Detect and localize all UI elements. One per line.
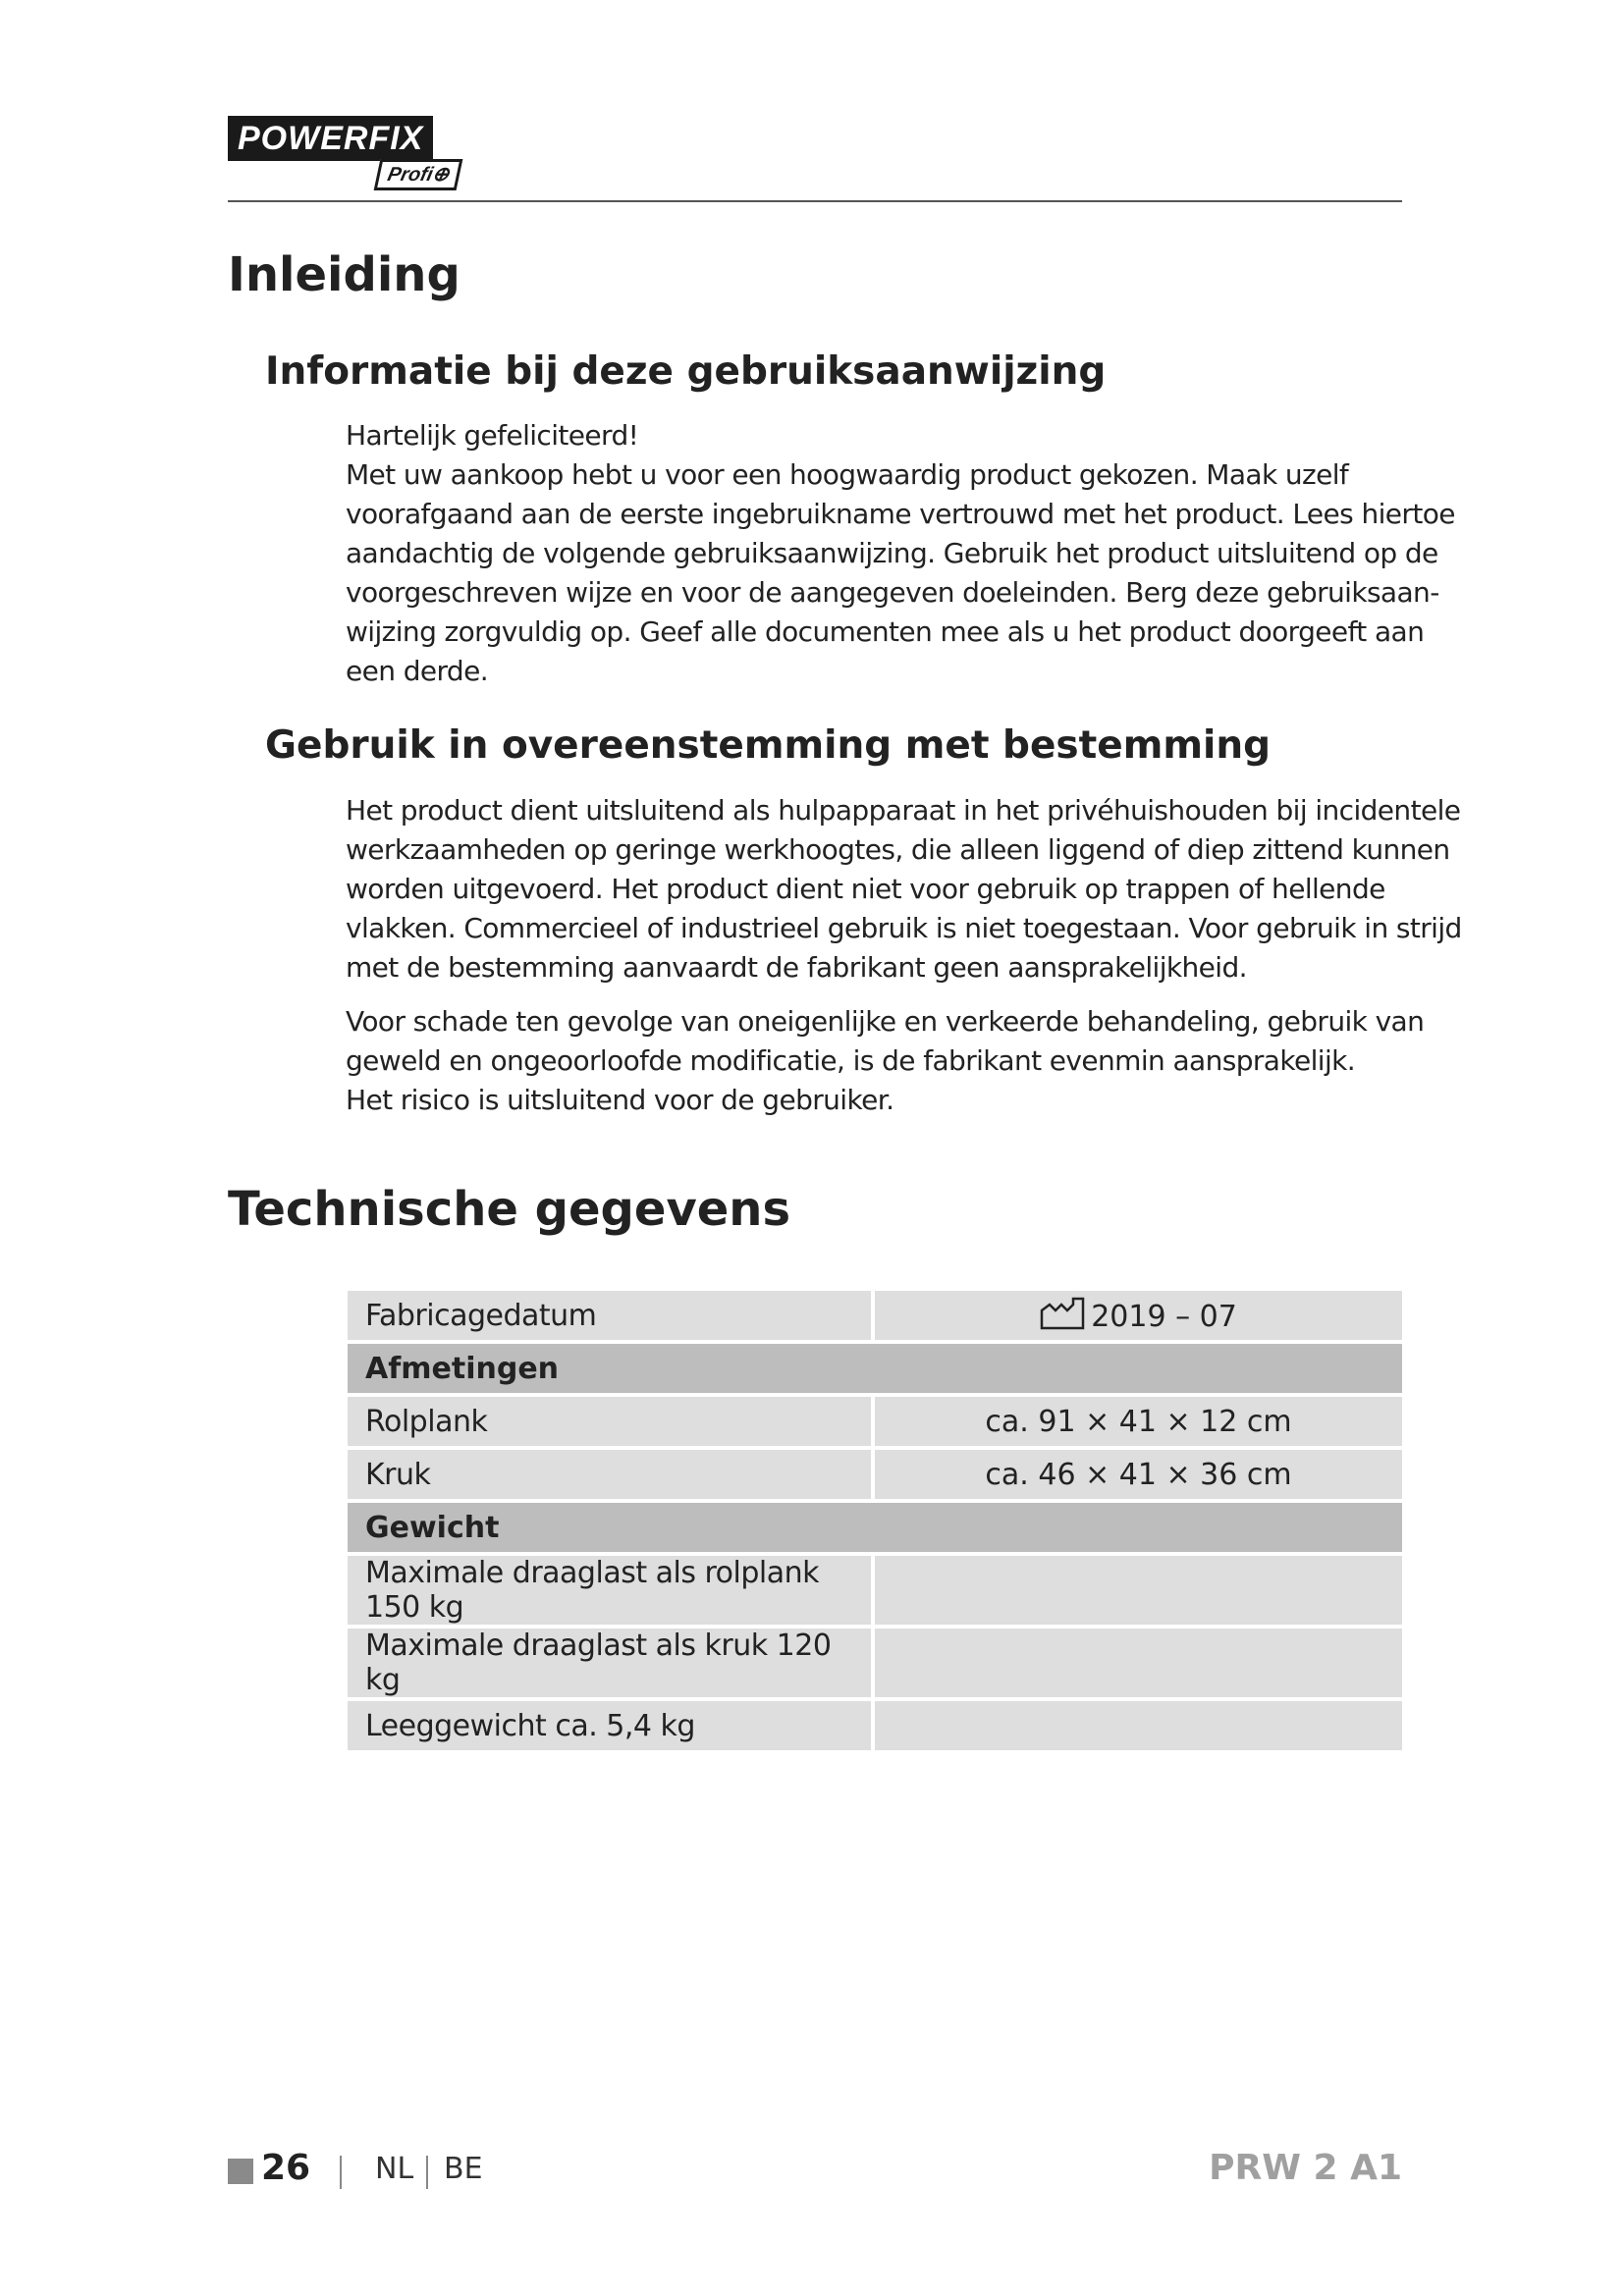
text-line: wijzing zorgvuldig op. Geef alle documenten mee als u het product doorgeeft aan (346, 615, 1425, 648)
text-line: vlakken. Commercieel of industrieel gebruik is niet toegestaan. Voor gebruik in strijd (346, 912, 1462, 944)
spec-table (348, 1287, 1402, 1754)
spec-value (875, 1629, 1402, 1697)
footer-lang-nl: NL (375, 2152, 414, 2186)
spec-section-label: Afmetingen (348, 1344, 1402, 1393)
text-line: voorafgaand aan de eerste ingebruikname vertrouwd met het product. Lees hiertoe (346, 498, 1455, 530)
table-row (348, 1397, 1402, 1446)
spec-value (875, 1556, 1402, 1625)
spec-key: Rolplank (348, 1397, 875, 1446)
text-line: Het product dient uitsluitend als hulpapparaat in het privéhuishouden bij incidentele (346, 794, 1461, 827)
spec-value (875, 1291, 1402, 1340)
text-line: geweld en ongeoorloofde modificatie, is de fabrikant evenmin aansprakelijk. (346, 1044, 1356, 1077)
section-title-tech: Technische gegevens (228, 1182, 791, 1237)
spec-value (875, 1701, 1402, 1750)
footer-lang-be: BE (444, 2152, 483, 2186)
heading-info: Informatie bij deze gebruiksaanwijzing (265, 349, 1107, 394)
manufacture-date: 2019 – 07 (1091, 1300, 1237, 1334)
footer-separator (340, 2156, 342, 2189)
text-line: Hartelijk gefeliciteerd! (346, 419, 639, 452)
paragraph-info (346, 416, 1455, 691)
table-section-row (348, 1503, 1402, 1552)
table-row (348, 1450, 1402, 1499)
paragraph-usage-2 (346, 1002, 1425, 1120)
spec-key: Maximale draaglast als rolplank 150 kg (348, 1556, 875, 1625)
section-title-intro: Inleiding (228, 247, 460, 302)
text-line: een derde. (346, 655, 489, 687)
text-line: met de bestemming aanvaardt de fabrikant geen aansprakelijkheid. (346, 951, 1247, 984)
paragraph-usage-1 (346, 791, 1462, 988)
footer-separator (426, 2156, 428, 2189)
text-line: Het risico is uitsluitend voor de gebruiker. (346, 1084, 894, 1116)
text-line: Voor schade ten gevolge van oneigenlijke en verkeerde behandeling, gebruik van (346, 1005, 1425, 1038)
table-row (348, 1556, 1402, 1625)
spec-value: ca. 46 × 41 × 36 cm (875, 1450, 1402, 1499)
table-section-row (348, 1344, 1402, 1393)
footer-marker (228, 2159, 253, 2184)
text-line: werkzaamheden op geringe werkhoogtes, die alleen liggend of diep zittend kunnen (346, 833, 1450, 866)
text-line: voorgeschreven wijze en voor de aangegeven doeleinden. Berg deze gebruiksaan- (346, 576, 1439, 609)
text-line: Met uw aankoop hebt u voor een hoogwaardig product gekozen. Maak uzelf (346, 458, 1349, 491)
brand-logo (228, 116, 481, 187)
model-number: PRW 2 A1 (1209, 2148, 1402, 2188)
spec-key: Leeggewicht ca. 5,4 kg (348, 1701, 875, 1750)
spec-key: Kruk (348, 1450, 875, 1499)
header-divider (228, 200, 1402, 202)
spec-value: ca. 91 × 41 × 12 cm (875, 1397, 1402, 1446)
text-line: aandachtig de volgende gebruiksaanwijzing. Gebruik het product uitsluitend op de (346, 537, 1438, 569)
table-row (348, 1701, 1402, 1750)
heading-usage: Gebruik in overeenstemming met bestemming (265, 723, 1272, 768)
table-row (348, 1629, 1402, 1697)
spec-key: Fabricagedatum (348, 1291, 875, 1340)
spec-section-label: Gewicht (348, 1503, 1402, 1552)
spec-key: Maximale draaglast als kruk 120 kg (348, 1629, 875, 1697)
factory-icon (1040, 1297, 1085, 1330)
logo-main-text: POWERFIX (228, 116, 433, 161)
page-number: 26 (261, 2148, 311, 2188)
logo-sub-text: Profi⊕ (374, 159, 463, 190)
table-row (348, 1291, 1402, 1340)
text-line: worden uitgevoerd. Het product dient niet voor gebruik op trappen of hellende (346, 873, 1385, 905)
